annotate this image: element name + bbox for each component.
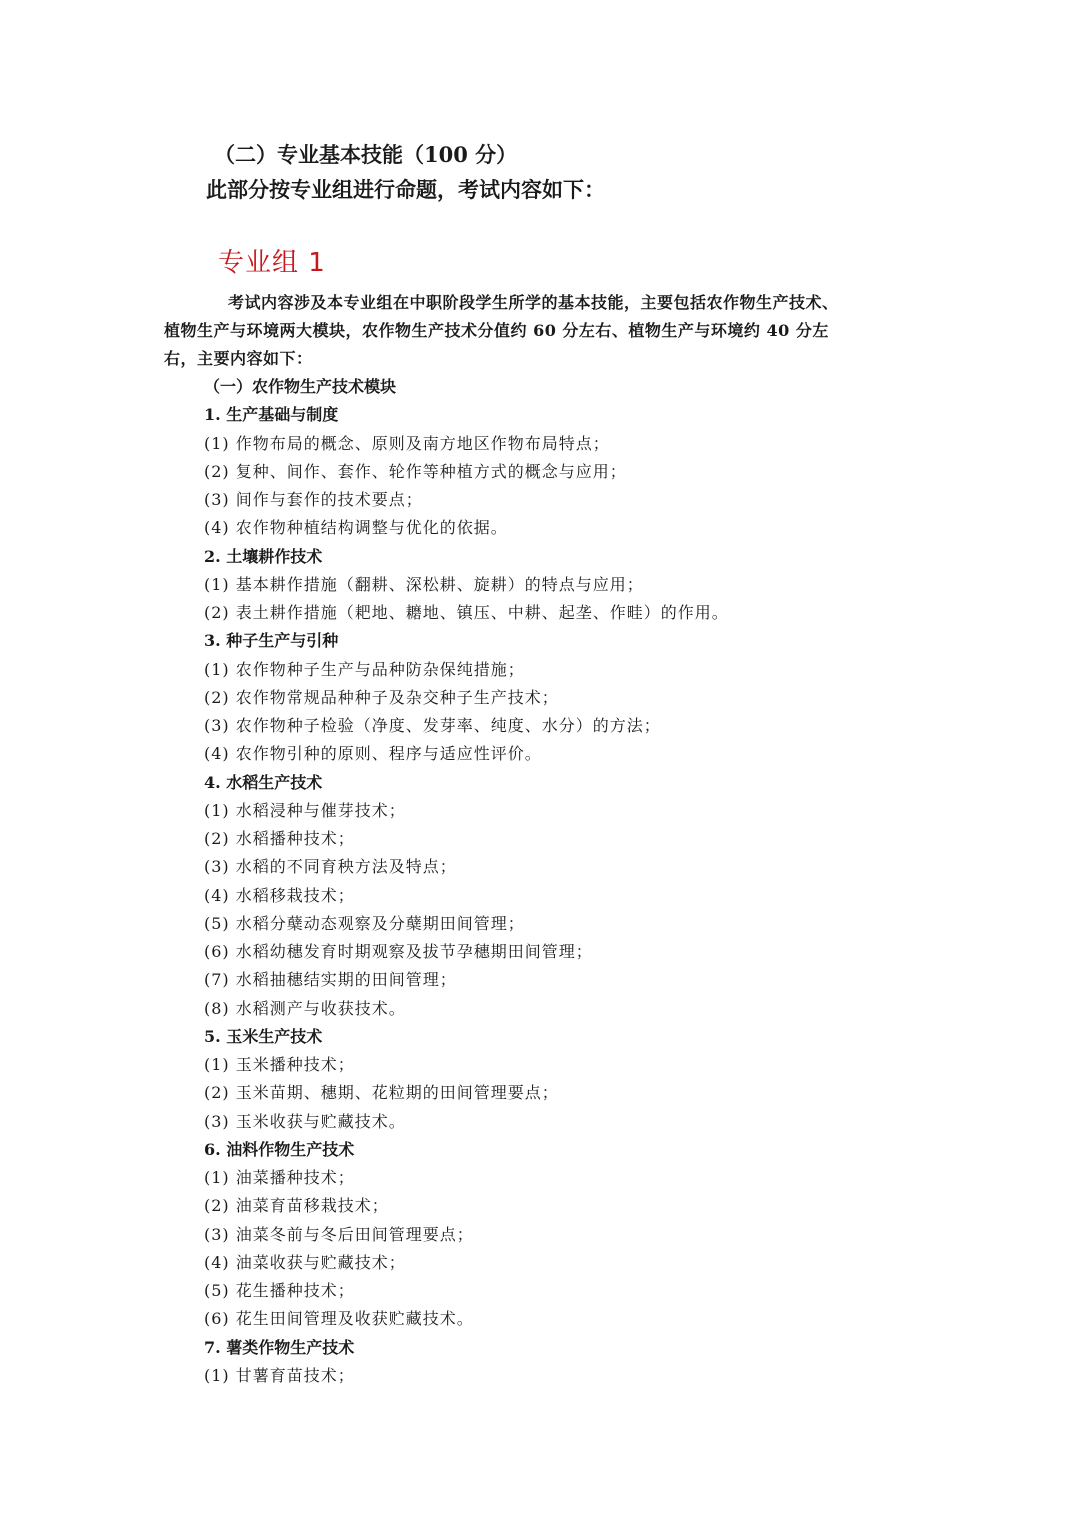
list-item: (2) 农作物常规品种种子及杂交种子生产技术；: [204, 687, 559, 707]
list-item: (1) 水稻浸种与催芽技术；: [204, 800, 406, 820]
list-item: (3) 玉米收获与贮藏技术。: [204, 1111, 406, 1131]
list-item: (7) 水稻抽穗结实期的田间管理；: [204, 970, 457, 990]
section-intro: 此部分按专业组进行命题，考试内容如下：: [206, 177, 605, 202]
list-item: (8) 水稻测产与收获技术。: [204, 998, 406, 1018]
section-subheading: 7. 薯类作物生产技术: [204, 1337, 355, 1357]
list-item: (1) 甘薯育苗技术；: [204, 1365, 355, 1385]
intro-paragraph-line: 右，主要内容如下：: [164, 349, 313, 368]
list-item: (2) 水稻播种技术；: [204, 829, 355, 848]
list-item: (4) 油菜收获与贮藏技术；: [204, 1252, 406, 1272]
section-subheading: 4. 水稻生产技术: [204, 772, 323, 792]
section-heading: （二）专业基本技能（100 分）: [214, 142, 518, 167]
list-item: (1) 基本耕作措施（翻耕、深松耕、旋耕）的特点与应用；: [204, 574, 644, 594]
list-item: (2) 复种、间作、套作、轮作等种植方式的概念与应用；: [204, 461, 627, 481]
list-item: (3) 间作与套作的技术要点；: [204, 490, 423, 509]
list-item: (3) 农作物种子检验（净度、发芽率、纯度、水分）的方法；: [204, 716, 661, 735]
group-title: 专业组 1: [218, 248, 326, 278]
list-item: (3) 水稻的不同育秧方法及特点；: [204, 857, 457, 877]
list-item: (4) 水稻移栽技术；: [204, 885, 355, 905]
section-subheading: 3. 种子生产与引种: [204, 631, 339, 651]
list-item: (1) 作物布局的概念、原则及南方地区作物布局特点；: [204, 433, 610, 453]
section-subheading: 2. 土壤耕作技术: [204, 546, 323, 566]
list-item: (2) 表土耕作措施（耙地、耱地、镇压、中耕、起垄、作畦）的作用。: [204, 603, 729, 622]
list-item: (2) 玉米苗期、穗期、花粒期的田间管理要点；: [204, 1083, 559, 1103]
list-item: (3) 油菜冬前与冬后田间管理要点；: [204, 1224, 474, 1244]
list-item: (5) 水稻分蘖动态观察及分蘖期田间管理；: [204, 913, 525, 933]
intro-paragraph-line: 考试内容涉及本专业组在中职阶段学生所学的基本技能，主要包括农作物生产技术、: [228, 293, 839, 312]
list-item: (1) 玉米播种技术；: [204, 1055, 355, 1074]
list-item: (6) 花生田间管理及收获贮藏技术。: [204, 1309, 474, 1329]
list-item: (6) 水稻幼穗发育时期观察及拔节孕穗期田间管理；: [204, 942, 593, 961]
intro-paragraph-line: 植物生产与环境两大模块，农作物生产技术分值约 60 分左右、植物生产与环境约 40 分左: [164, 321, 829, 340]
list-item: (4) 农作物引种的原则、程序与适应性评价。: [204, 744, 542, 764]
list-item: (1) 农作物种子生产与品种防杂保纯措施；: [204, 659, 525, 679]
section-subheading: 6. 油料作物生产技术: [204, 1139, 355, 1159]
section-subheading: （一）农作物生产技术模块: [204, 377, 397, 396]
section-subheading: 1. 生产基础与制度: [204, 405, 339, 425]
list-item: (2) 油菜育苗移栽技术；: [204, 1196, 389, 1216]
list-item: (1) 油菜播种技术；: [204, 1168, 355, 1187]
list-item: (5) 花生播种技术；: [204, 1281, 355, 1300]
section-subheading: 5. 玉米生产技术: [204, 1026, 323, 1046]
list-item: (4) 农作物种植结构调整与优化的依据。: [204, 518, 508, 538]
